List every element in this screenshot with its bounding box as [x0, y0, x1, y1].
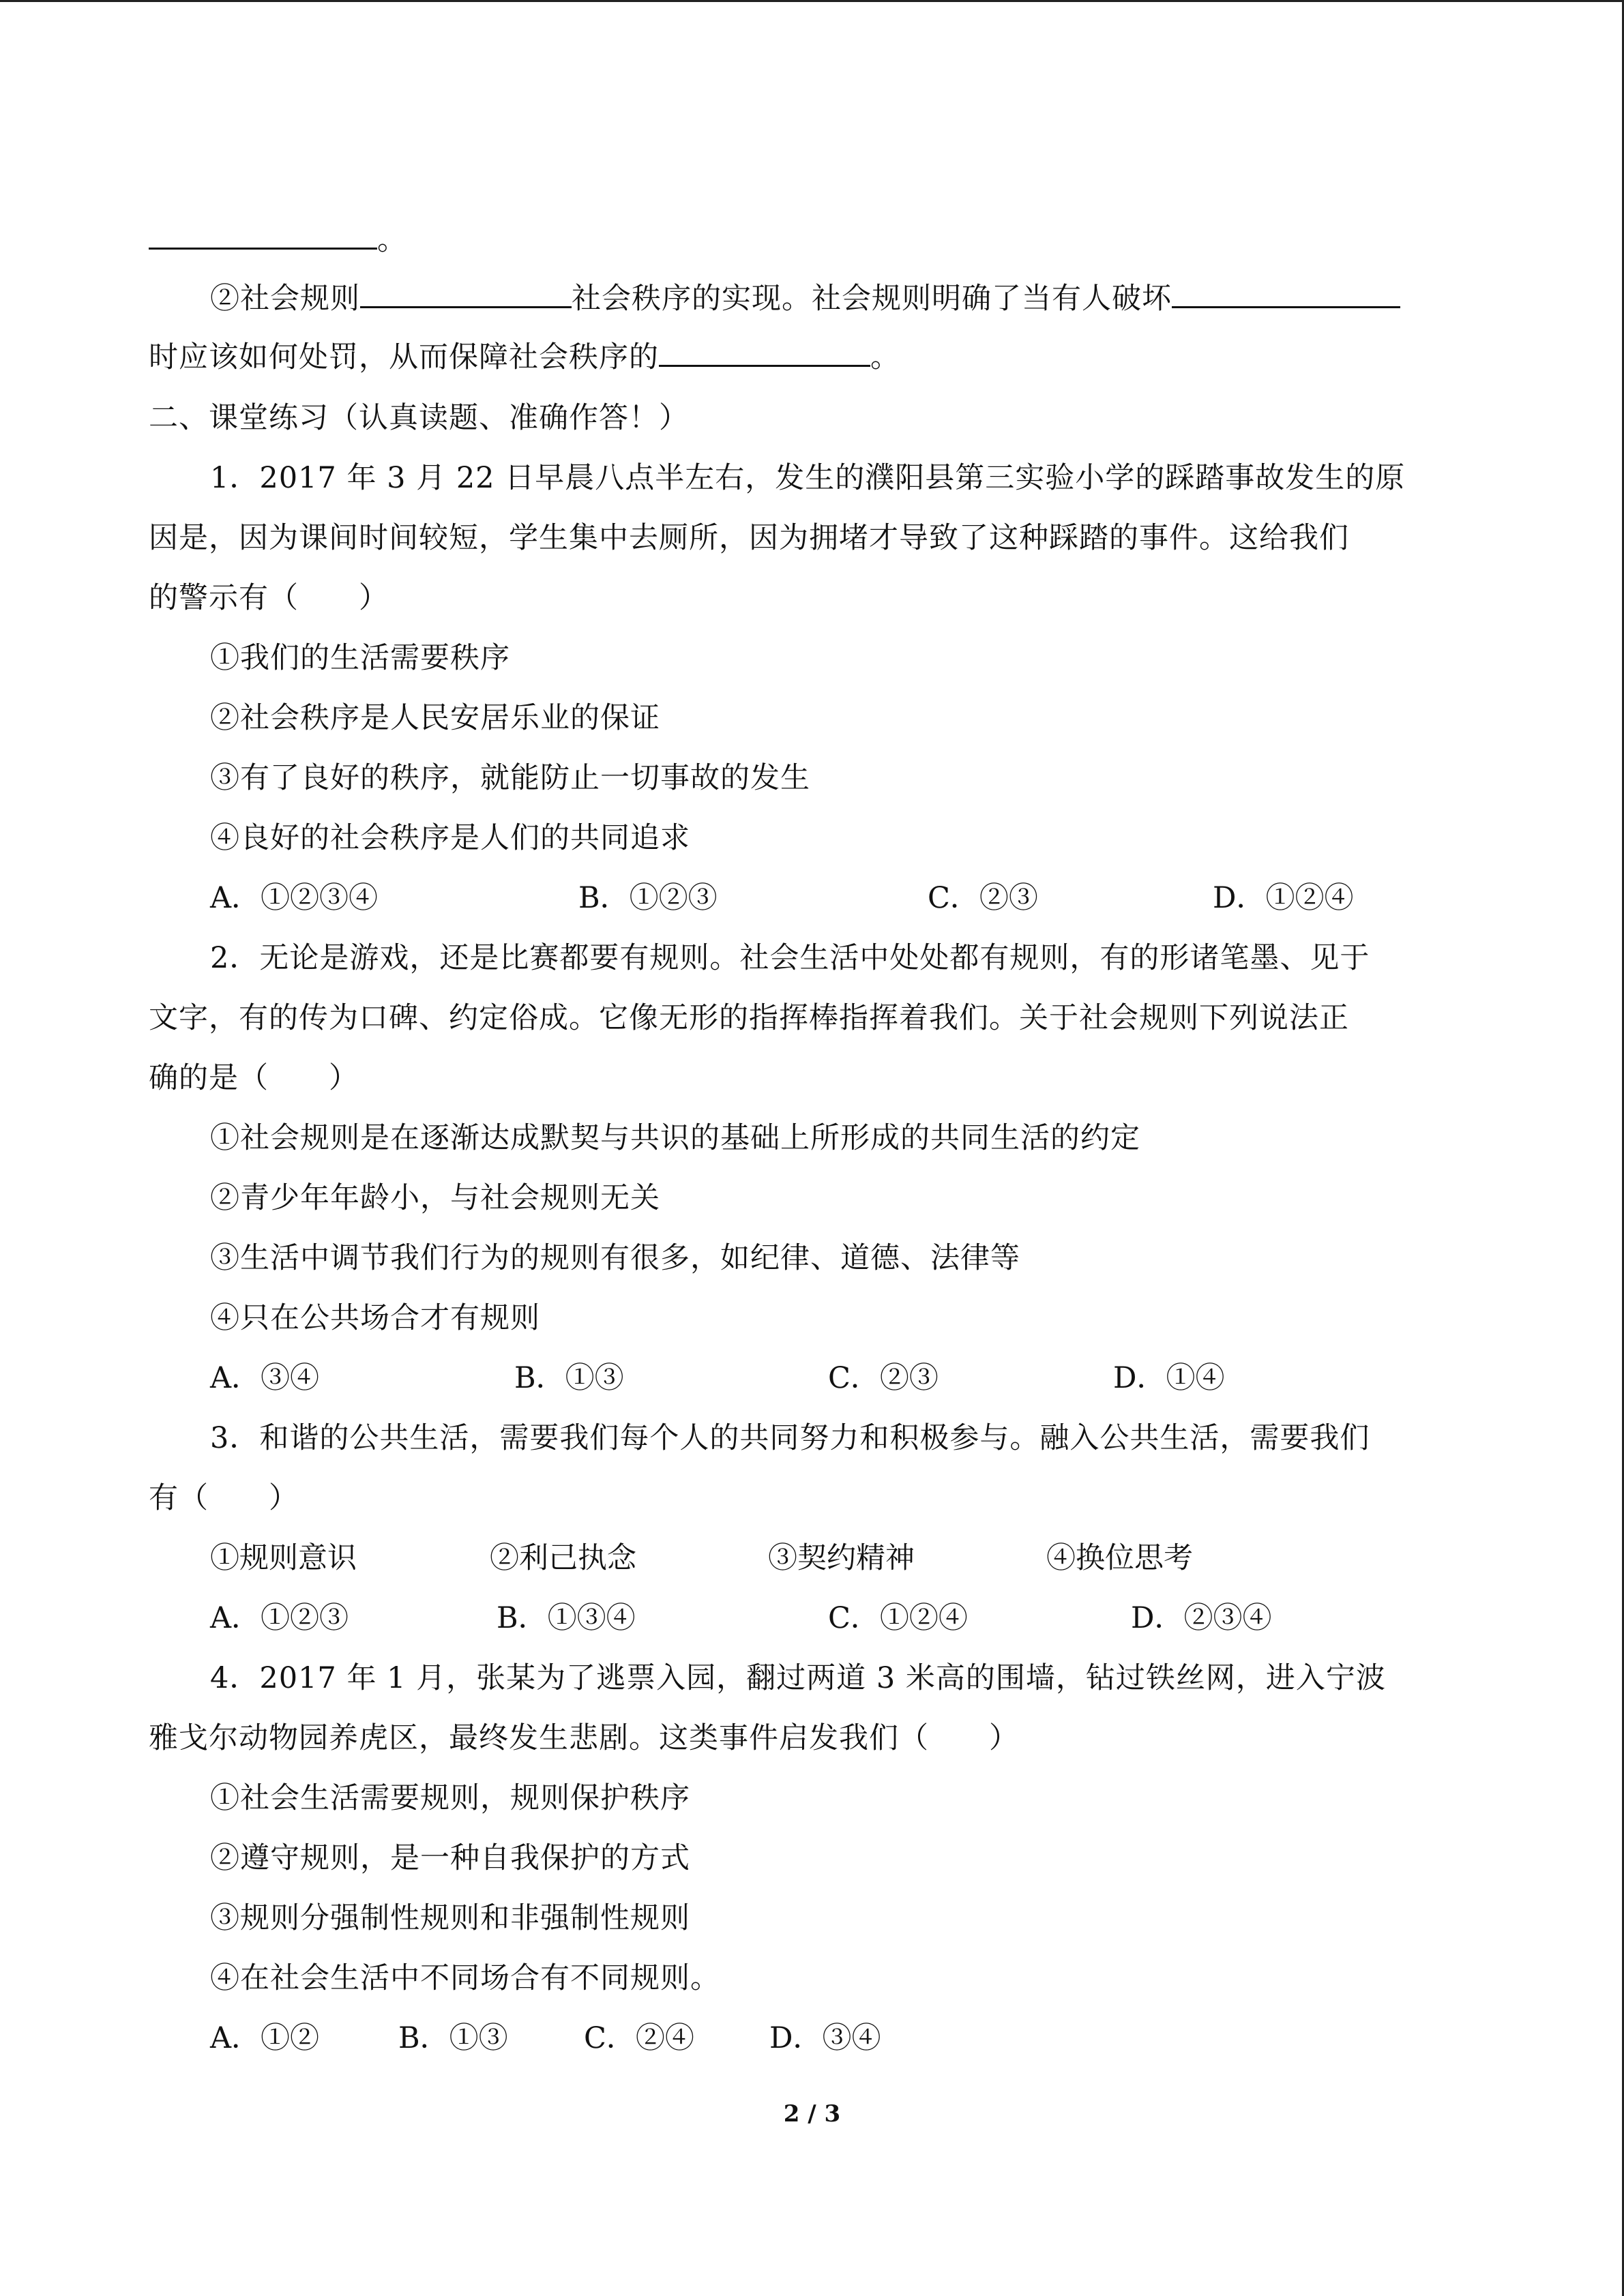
question-4-option-a[interactable]: A．①②	[210, 2021, 320, 2055]
question-3-option-d[interactable]: D．②③④	[1131, 1601, 1272, 1635]
question-1-stem-line: 1．2017 年 3 月 22 日早晨八点半左右，发生的濮阳县第三实验小学的踩踏事故发生的原	[210, 461, 1406, 495]
line-text: 。	[377, 223, 407, 257]
question-2-stem-line: 文字，有的传为口碑、约定俗成。它像无形的指挥棒指挥着我们。关于社会规则下列说法正	[149, 1001, 1349, 1035]
question-4-stem-line: 雅戈尔动物园养虎区，最终发生悲剧。这类事件启发我们（ ）	[149, 1721, 1019, 1755]
question-2-item: ④只在公共场合才有规则	[210, 1301, 540, 1335]
question-1-stem-line: 的警示有（ ）	[149, 581, 389, 615]
question-4-stem-line: 4．2017 年 1 月，张某为了逃票入园，翻过两道 3 米高的围墙，钻过铁丝网，进入宁波	[210, 1661, 1386, 1695]
fill-in-line-2	[210, 278, 1400, 319]
question-1-option-d[interactable]: D．①②④	[1213, 881, 1354, 915]
question-3-option-c[interactable]: C．①②④	[828, 1601, 968, 1635]
line-text: 社会秩序的实现。社会规则明确了当有人破坏	[572, 282, 1172, 316]
question-4-item: ①社会生活需要规则，规则保护秩序	[210, 1781, 690, 1815]
question-3-item: ③契约精神	[768, 1541, 915, 1575]
question-3-item: ①规则意识	[210, 1541, 357, 1575]
question-2-item: ①社会规则是在逐渐达成默契与共识的基础上所形成的共同生活的约定	[210, 1121, 1140, 1155]
answer-blank[interactable]	[1172, 278, 1400, 308]
question-2-option-a[interactable]: A．③④	[210, 1361, 320, 1395]
question-4-option-d[interactable]: D．③④	[769, 2021, 881, 2055]
question-4-item: ④在社会生活中不同场合有不同规则。	[210, 1961, 720, 1995]
question-4-option-b[interactable]: B．①③	[398, 2021, 508, 2055]
question-3-item: ④换位思考	[1046, 1541, 1193, 1575]
question-1-option-b[interactable]: B．①②③	[578, 881, 718, 915]
section-title: 二、课堂练习（认真读题、准确作答！）	[149, 401, 689, 435]
question-3-item: ②利己执念	[490, 1541, 636, 1575]
question-2-option-c[interactable]: C．②③	[828, 1361, 939, 1395]
fill-in-line-1	[149, 219, 407, 260]
fill-in-line-3	[149, 336, 900, 378]
answer-blank[interactable]	[659, 336, 870, 367]
question-4-item: ③规则分强制性规则和非强制性规则	[210, 1901, 690, 1935]
question-2-item: ③生活中调节我们行为的规则有很多，如纪律、道德、法律等	[210, 1241, 1020, 1275]
question-2-item: ②青少年年龄小，与社会规则无关	[210, 1181, 660, 1215]
question-3-option-b[interactable]: B．①③④	[497, 1601, 636, 1635]
line-text: 。	[870, 340, 900, 374]
question-2-stem-line: 确的是（ ）	[149, 1061, 359, 1095]
question-3-stem-line: 有（ ）	[149, 1481, 299, 1515]
question-4-option-c[interactable]: C．②④	[584, 2021, 694, 2055]
answer-blank[interactable]	[149, 219, 377, 250]
question-3-option-a[interactable]: A．①②③	[210, 1601, 349, 1635]
question-2-stem-line: 2．无论是游戏，还是比赛都要有规则。社会生活中处处都有规则，有的形诸笔墨、见于	[210, 941, 1370, 975]
question-2-option-b[interactable]: B．①③	[514, 1361, 624, 1395]
question-1-option-c[interactable]: C．②③	[928, 881, 1038, 915]
question-1-item: ③有了良好的秩序，就能防止一切事故的发生	[210, 761, 810, 795]
answer-blank[interactable]	[360, 278, 572, 308]
question-1-item: ④良好的社会秩序是人们的共同追求	[210, 821, 690, 855]
question-1-item: ①我们的生活需要秩序	[210, 641, 510, 675]
line-text: ②社会规则	[210, 282, 360, 316]
line-text: 时应该如何处罚，从而保障社会秩序的	[149, 340, 659, 374]
question-1-item: ②社会秩序是人民安居乐业的保证	[210, 701, 660, 735]
question-4-item: ②遵守规则，是一种自我保护的方式	[210, 1841, 690, 1875]
question-3-stem-line: 3．和谐的公共生活，需要我们每个人的共同努力和积极参与。融入公共生活，需要我们	[210, 1421, 1370, 1455]
question-2-option-d[interactable]: D．①④	[1113, 1361, 1225, 1395]
page-number: 2 / 3	[783, 2100, 841, 2128]
question-1-option-a[interactable]: A．①②③④	[210, 881, 379, 915]
question-1-stem-line: 因是，因为课间时间较短，学生集中去厕所，因为拥堵才导致了这种踩踏的事件。这给我们	[149, 521, 1349, 555]
